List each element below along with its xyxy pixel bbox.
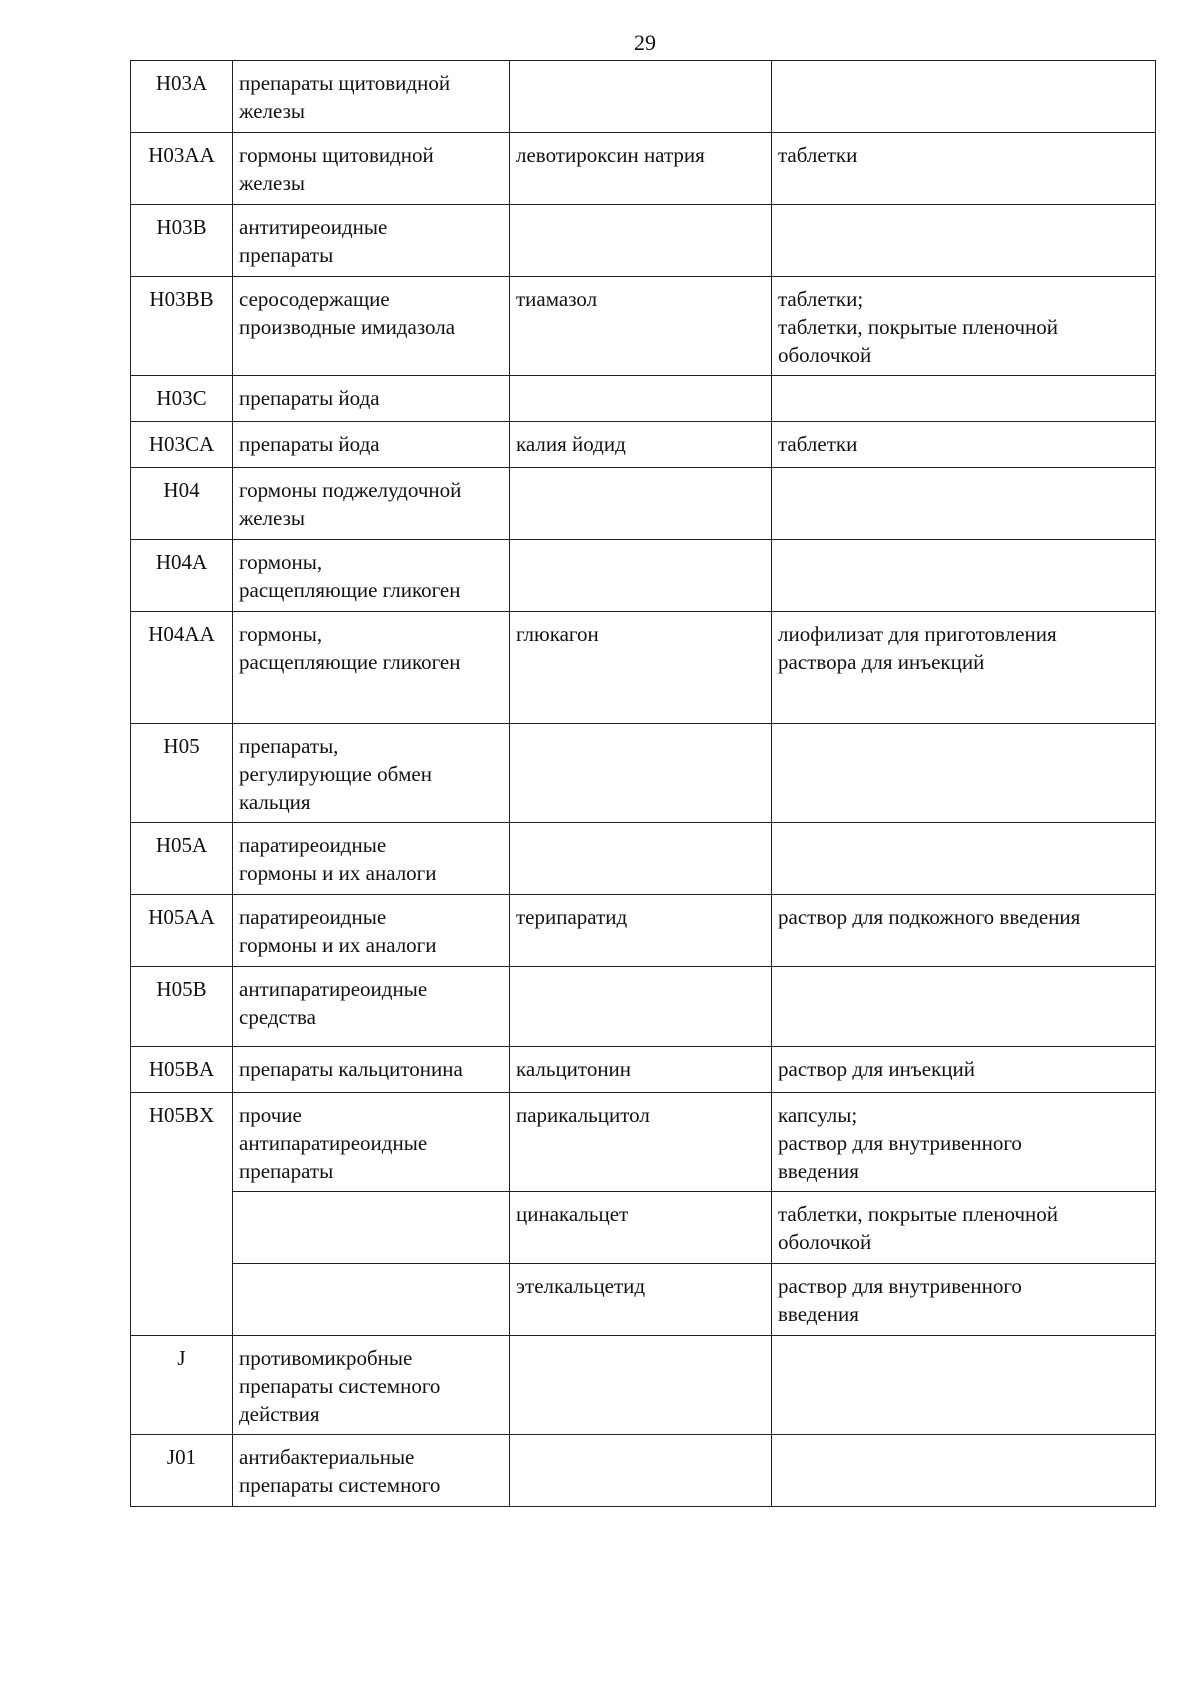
group-name-cell bbox=[233, 468, 510, 540]
group-name-line: железы bbox=[239, 171, 306, 195]
group-name-line: расщепляющие гликоген bbox=[239, 578, 461, 602]
group-name-cell bbox=[233, 376, 510, 422]
atc-code-cell: H03CA bbox=[131, 422, 233, 468]
atc-code-cell: H04AA bbox=[131, 612, 233, 724]
dosage-form-cell bbox=[772, 1435, 1156, 1507]
group-name-line: препараты щитовидной bbox=[239, 71, 451, 95]
group-name-line: гормоны поджелудочной bbox=[239, 478, 462, 502]
drug-name-cell bbox=[510, 1336, 772, 1435]
group-name-line: серосодержащие bbox=[239, 287, 390, 311]
dosage-form-cell bbox=[772, 724, 1156, 823]
dosage-form-cell bbox=[772, 540, 1156, 612]
drug-classification-table bbox=[130, 60, 1156, 1507]
atc-code-cell: H03A bbox=[131, 61, 233, 133]
atc-code-cell: H05BX bbox=[131, 1093, 233, 1192]
group-name-cell bbox=[233, 724, 510, 823]
dosage-form-cell bbox=[772, 1192, 1156, 1264]
atc-code-cell: H05A bbox=[131, 823, 233, 895]
dosage-form-line: раствор для внутривенного bbox=[778, 1274, 1022, 1298]
table-row bbox=[131, 277, 1156, 376]
group-name-line: антипаратиреоидные bbox=[239, 1131, 428, 1155]
group-name-line: железы bbox=[239, 99, 306, 123]
atc-code-cell: H03C bbox=[131, 376, 233, 422]
group-name-cell bbox=[233, 895, 510, 967]
group-name-line: препараты системного bbox=[239, 1473, 441, 1497]
dosage-form-cell bbox=[772, 376, 1156, 422]
dosage-form-line: оболочкой bbox=[778, 343, 872, 367]
atc-code-cell: H03BB bbox=[131, 277, 233, 376]
dosage-form-line: таблетки, покрытые пленочной bbox=[778, 315, 1059, 339]
atc-code-cell: H05AA bbox=[131, 895, 233, 967]
drug-name-cell bbox=[510, 61, 772, 133]
atc-code-cell: H05BA bbox=[131, 1047, 233, 1093]
table-row bbox=[131, 1192, 1156, 1264]
atc-code-cell bbox=[131, 1264, 233, 1336]
group-name-line: гормоны, bbox=[239, 550, 323, 574]
dosage-form-cell bbox=[772, 1047, 1156, 1093]
table-row bbox=[131, 61, 1156, 133]
drug-name-cell bbox=[510, 468, 772, 540]
table-row bbox=[131, 823, 1156, 895]
dosage-form-cell bbox=[772, 468, 1156, 540]
group-name-line: гормоны и их аналоги bbox=[239, 861, 437, 885]
dosage-form-line: введения bbox=[778, 1302, 859, 1326]
dosage-form-cell bbox=[772, 967, 1156, 1047]
table-row bbox=[131, 205, 1156, 277]
table-row bbox=[131, 1435, 1156, 1507]
group-name-line: препараты кальцитонина bbox=[239, 1057, 463, 1081]
group-name-line: препараты bbox=[239, 1159, 334, 1183]
drug-name-cell: кальцитонин bbox=[510, 1047, 772, 1093]
group-name-line: паратиреоидные bbox=[239, 833, 387, 857]
dosage-form-cell bbox=[772, 895, 1156, 967]
group-name-cell bbox=[233, 277, 510, 376]
atc-code-cell: J bbox=[131, 1336, 233, 1435]
group-name-line: гормоны щитовидной bbox=[239, 143, 434, 167]
atc-code-cell: H04 bbox=[131, 468, 233, 540]
group-name-cell bbox=[233, 967, 510, 1047]
group-name-line: действия bbox=[239, 1402, 320, 1426]
drug-name-cell bbox=[510, 724, 772, 823]
dosage-form-cell bbox=[772, 422, 1156, 468]
dosage-form-line: раствор для подкожного введения bbox=[778, 905, 1081, 929]
table-row bbox=[131, 422, 1156, 468]
group-name-cell bbox=[233, 823, 510, 895]
atc-code-cell: H05 bbox=[131, 724, 233, 823]
group-name-line: препараты системного bbox=[239, 1374, 441, 1398]
group-name-line: кальция bbox=[239, 790, 311, 814]
table-row bbox=[131, 1047, 1156, 1093]
atc-code-cell bbox=[131, 1192, 233, 1264]
group-name-cell bbox=[233, 422, 510, 468]
dosage-form-line: таблетки bbox=[778, 432, 858, 456]
drug-name-cell: калия йодид bbox=[510, 422, 772, 468]
drug-name-cell: тиамазол bbox=[510, 277, 772, 376]
table-row bbox=[131, 540, 1156, 612]
drug-name-cell: парикальцитол bbox=[510, 1093, 772, 1192]
group-name-line: расщепляющие гликоген bbox=[239, 650, 461, 674]
group-name-line: препараты bbox=[239, 243, 334, 267]
atc-code-cell: J01 bbox=[131, 1435, 233, 1507]
table-row bbox=[131, 133, 1156, 205]
table-row bbox=[131, 1093, 1156, 1192]
drug-name-cell: терипаратид bbox=[510, 895, 772, 967]
group-name-cell bbox=[233, 61, 510, 133]
dosage-form-line: таблетки bbox=[778, 143, 858, 167]
table-row bbox=[131, 967, 1156, 1047]
dosage-form-line: капсулы; bbox=[778, 1103, 858, 1127]
drug-name-cell bbox=[510, 1435, 772, 1507]
dosage-form-line: таблетки, покрытые пленочной bbox=[778, 1202, 1059, 1226]
group-name-cell bbox=[233, 1192, 510, 1264]
dosage-form-line: раствора для инъекций bbox=[778, 650, 985, 674]
group-name-line: гормоны и их аналоги bbox=[239, 933, 437, 957]
table-row bbox=[131, 895, 1156, 967]
group-name-line: препараты йода bbox=[239, 432, 380, 456]
dosage-form-line: раствор для внутривенного bbox=[778, 1131, 1022, 1155]
dosage-form-cell bbox=[772, 612, 1156, 724]
group-name-line: противомикробные bbox=[239, 1346, 413, 1370]
dosage-form-cell bbox=[772, 133, 1156, 205]
dosage-form-cell bbox=[772, 1093, 1156, 1192]
dosage-form-line: таблетки; bbox=[778, 287, 864, 311]
group-name-line: антипаратиреоидные bbox=[239, 977, 428, 1001]
group-name-line: производные имидазола bbox=[239, 315, 456, 339]
atc-code-cell: H03AA bbox=[131, 133, 233, 205]
group-name-cell bbox=[233, 1093, 510, 1192]
drug-name-cell: этелкальцетид bbox=[510, 1264, 772, 1336]
drug-name-cell bbox=[510, 205, 772, 277]
dosage-form-cell bbox=[772, 277, 1156, 376]
dosage-form-line: лиофилизат для приготовления bbox=[778, 622, 1057, 646]
drug-name-cell bbox=[510, 376, 772, 422]
dosage-form-cell bbox=[772, 1336, 1156, 1435]
drug-name-cell bbox=[510, 823, 772, 895]
group-name-cell bbox=[233, 133, 510, 205]
group-name-cell bbox=[233, 1047, 510, 1093]
table-row bbox=[131, 724, 1156, 823]
group-name-line: прочие bbox=[239, 1103, 302, 1127]
group-name-cell bbox=[233, 1435, 510, 1507]
dosage-form-line: оболочкой bbox=[778, 1230, 872, 1254]
page-number: 29 bbox=[634, 30, 656, 55]
table-row bbox=[131, 612, 1156, 724]
dosage-form-cell bbox=[772, 1264, 1156, 1336]
dosage-form-cell bbox=[772, 61, 1156, 133]
group-name-line: гормоны, bbox=[239, 622, 323, 646]
group-name-line: антитиреоидные bbox=[239, 215, 388, 239]
group-name-line: паратиреоидные bbox=[239, 905, 387, 929]
atc-code-cell: H05B bbox=[131, 967, 233, 1047]
atc-code-cell: H04A bbox=[131, 540, 233, 612]
table-row bbox=[131, 1264, 1156, 1336]
group-name-line: железы bbox=[239, 506, 306, 530]
dosage-form-cell bbox=[772, 205, 1156, 277]
group-name-line: средства bbox=[239, 1005, 317, 1029]
drug-name-cell bbox=[510, 967, 772, 1047]
table-row bbox=[131, 468, 1156, 540]
drug-name-cell bbox=[510, 540, 772, 612]
dosage-form-line: введения bbox=[778, 1159, 859, 1183]
group-name-cell bbox=[233, 540, 510, 612]
group-name-cell bbox=[233, 1336, 510, 1435]
dosage-form-cell bbox=[772, 823, 1156, 895]
group-name-line: препараты йода bbox=[239, 386, 380, 410]
atc-code-cell: H03B bbox=[131, 205, 233, 277]
group-name-line: антибактериальные bbox=[239, 1445, 415, 1469]
drug-name-cell: цинакальцет bbox=[510, 1192, 772, 1264]
group-name-line: препараты, bbox=[239, 734, 339, 758]
drug-name-cell: левотироксин натрия bbox=[510, 133, 772, 205]
group-name-cell bbox=[233, 1264, 510, 1336]
table-row bbox=[131, 376, 1156, 422]
group-name-line: регулирующие обмен bbox=[239, 762, 432, 786]
table-row bbox=[131, 1336, 1156, 1435]
group-name-cell bbox=[233, 205, 510, 277]
group-name-cell bbox=[233, 612, 510, 724]
drug-name-cell: глюкагон bbox=[510, 612, 772, 724]
dosage-form-line: раствор для инъекций bbox=[778, 1057, 975, 1081]
